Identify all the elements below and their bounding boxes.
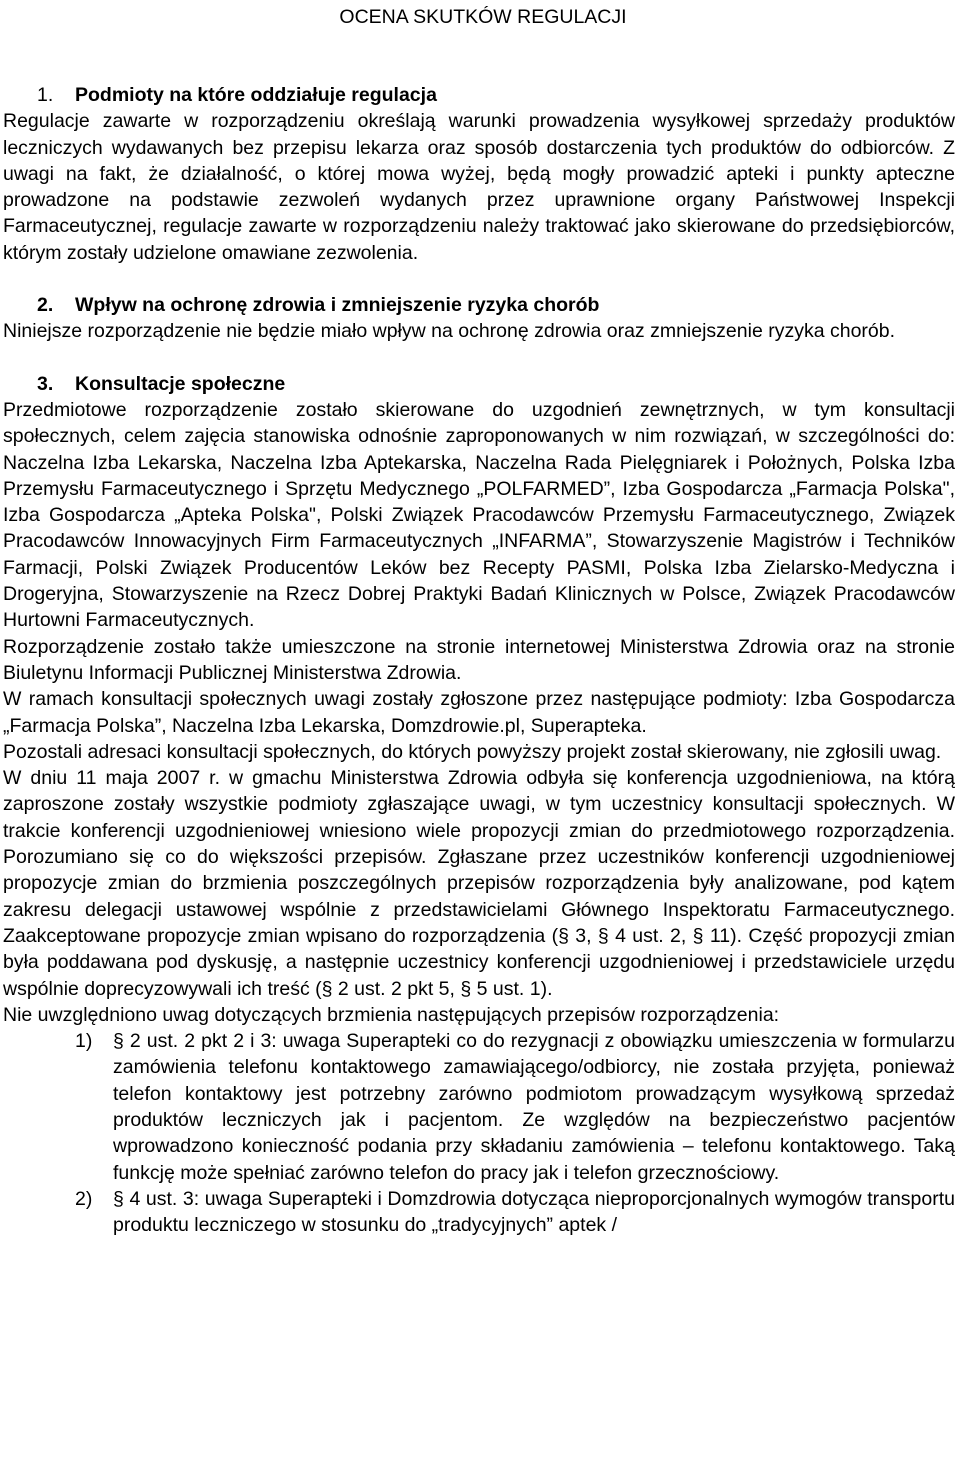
body-paragraph: Przedmiotowe rozporządzenie zostało skierowane do uzgodnień zewnętrznych, w tym konsultacji społecznych, celem zajęcia stanowiska odnośnie zaproponowanych w nim rozwiązań, w szczególności do: Naczelna Izba Lekarska, Naczelna Izba Aptekarska, Naczelna Rada Pielęgniarek i Położnych, Polska Izba Przemysłu Farmaceutycznego i Sprzętu Medycznego „POLFARMED”, Izba Gospodarcza „Farmacja Polska", Izba Gospodarcza „Apteka Polska", Polski Związek Pracodawców Przemysłu Farmaceutycznego, Związek Pracodawców Innowacyjnych Firm Farmaceutycznych „INFARMA”, Stowarzyszenie Magistrów i Techników Farmacji, Polski Związek Producentów Leków bez Recepty PASMI, Polska Izba Zielarsko-Medyczna i Drogeryjna, Stowarzyszenie na Rzecz Dobrej Praktyki Badań Klinicznych w Polsce, Związek Pracodawców Hurtowni Farmaceutycznych. xyxy=(3,398,955,632)
list-item xyxy=(3,1186,955,1239)
section-3 xyxy=(3,371,955,1239)
body-paragraph: W ramach konsultacji społecznych uwagi zostały zgłoszone przez następujące podmioty: Izba Gospodarcza „Farmacja Polska”, Naczelna Izba Lekarska, Domzdrowie.pl, Superapteka. xyxy=(3,688,955,737)
body-paragraph: Niniejsze rozporządzenie nie będzie miało wpływ na ochronę zdrowia oraz zmniejszenie ryzyka chorób. xyxy=(3,320,896,343)
section-title: Konsultacje społeczne xyxy=(75,372,286,395)
list-item xyxy=(3,1028,955,1186)
section-heading xyxy=(3,371,955,397)
body-paragraph: Pozostali adresaci konsultacji społecznych, do których powyższy projekt został skierowany, nie zgłosili uwag. xyxy=(3,740,942,763)
list-item-text: § 2 ust. 2 pkt 2 i 3: uwaga Superapteki co do rezygnacji z obowiązku umieszczenia w formularzu zamówienia telefonu kontaktowego zamawiającego/odbiorcy, nie została przyjęta, ponieważ telefon kontaktowy jest potrzebny zarówno podmiotom prowadzącym wysyłkową sprzedaż produktów leczniczych jak i pacjentom. Ze względów na bezpieczeństwo pacjentów wprowadzono konieczność podania przy składaniu zamówienia – telefonu kontaktowego. Taką funkcję może spełniać zarówno telefon do pracy jak i telefon grzecznościowy. xyxy=(113,1030,955,1184)
list-item-text: § 4 ust. 3: uwaga Superapteki i Domzdrowia dotycząca nieproporcjonalnych wymogów transportu produktu leczniczego w stosunku do „tradycyjnych” aptek / xyxy=(113,1187,955,1237)
section-number: 1. xyxy=(37,84,54,106)
body-paragraph: W dniu 11 maja 2007 r. w gmachu Ministerstwa Zdrowia odbyła się konferencja uzgodnieniowa, na którą zaproszone zostały wszystkie podmioty zgłaszające uwagi, w tym uczestnicy konsultacji społecznych. W trakcie konferencji uzgodnieniowej wniesiono wiele propozycji zmian do przedmiotowego rozporządzenia. Porozumiano się co do większości przepisów. Zgłaszane przez uczestników konferencji uzgodnieniowej propozycje zmian do brzmienia poszczególnych przepisów rozporządzenia były analizowane, pod kątem zakresu delegacji ustawowej wspólnie z przedstawicielami Głównego Inspektoratu Farmaceutycznego. Zaakceptowane propozycje zmian wpisano do rozporządzenia (§ 3, § 4 ust. 2, § 11). Część propozycji zmian była poddawana pod dyskusję, a następnie uczestnicy konferencji uzgodnieniowej i przedstawiciele urzędu wspólnie doprecyzowywali ich treść (§ 2 ust. 2 pkt 5, § 5 ust. 1). xyxy=(3,767,955,1000)
body-paragraph: Regulacje zawarte w rozporządzeniu określają warunki prowadzenia wysyłkowej sprzedaży produktów leczniczych wydawanych bez przepisu lekarza oraz sposób dostarczenia tych produktów do odbiorców. Z uwagi na fakt, że działalność, o której mowa wyżej, będą mogły prowadzić apteki i punkty apteczne prowadzone na podstawie zezwoleń wydanych przez uprawnione organy Państwowej Inspekcji Farmaceutycznej, regulacje zawarte w rozporządzeniu należy traktować jako skierowane do przedsiębiorców, którym zostały udzielone omawiane zezwolenia. xyxy=(3,110,955,264)
body-paragraph: Nie uwzględniono uwag dotyczących brzmienia następujących przepisów rozporządzenia: xyxy=(3,1003,780,1026)
numbered-list xyxy=(3,1028,955,1238)
document-title: OCENA SKUTKÓW REGULACJI xyxy=(339,6,627,28)
document-page xyxy=(3,4,955,1238)
section-heading xyxy=(3,292,955,318)
section-spacer xyxy=(3,345,955,371)
section-number: 2. xyxy=(37,294,54,317)
section-title: Podmioty na które oddziałuje regulacja xyxy=(75,84,437,106)
section-2 xyxy=(3,292,955,345)
body-paragraph: Rozporządzenie zostało także umieszczone na stronie internetowej Ministerstwa Zdrowia oraz na stronie Biuletynu Informacji Publicznej Ministerstwa Zdrowia. xyxy=(3,635,955,684)
section-number: 3. xyxy=(37,372,54,395)
section-title: Wpływ na ochronę zdrowia i zmniejszenie ryzyka chorób xyxy=(75,294,600,317)
section-spacer xyxy=(3,266,955,292)
section-1 xyxy=(3,82,955,266)
title-spacer xyxy=(3,30,955,82)
list-marker: 2) xyxy=(75,1187,93,1210)
section-heading xyxy=(3,82,955,108)
list-marker: 1) xyxy=(75,1030,93,1053)
